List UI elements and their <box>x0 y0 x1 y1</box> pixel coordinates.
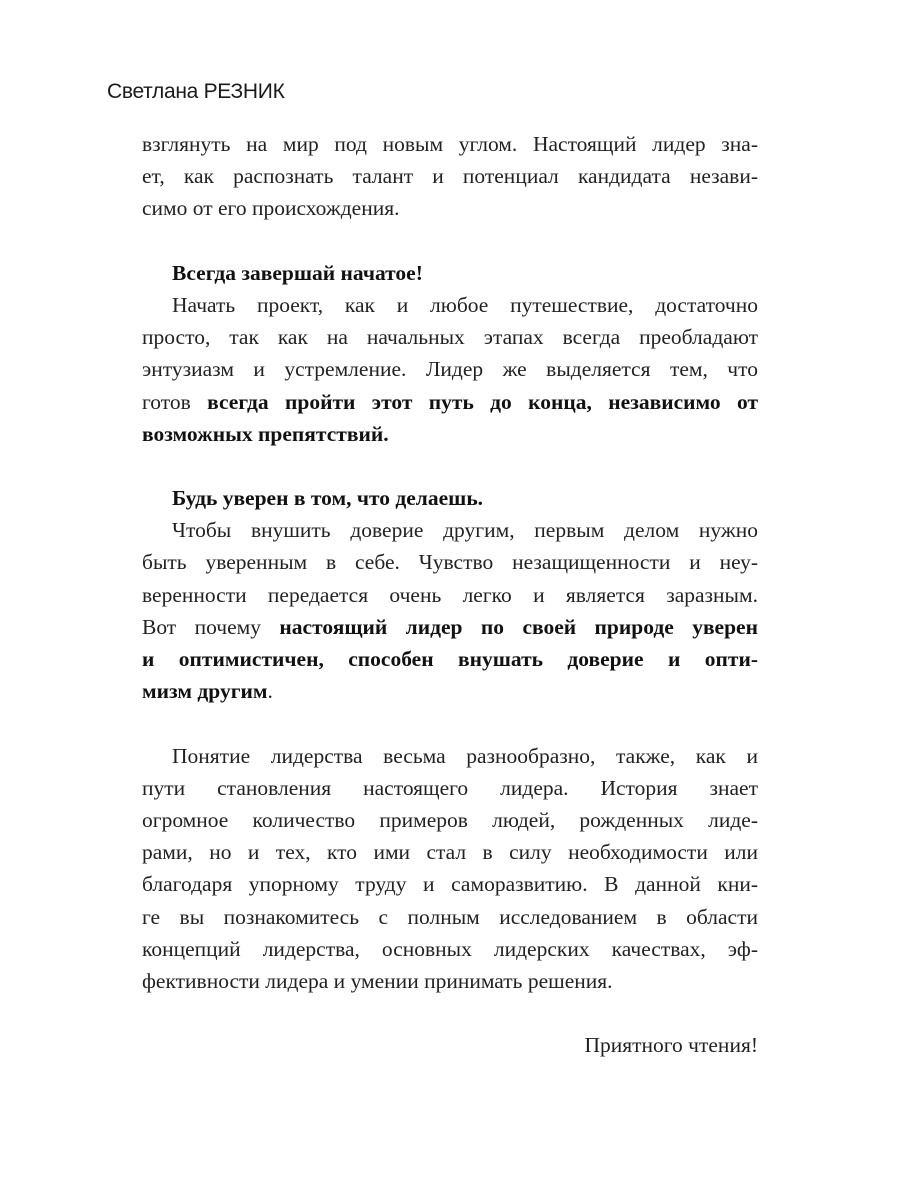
text-emphasis: возможных препятствий. <box>142 421 389 446</box>
section-heading <box>142 482 758 514</box>
text-line: ге вы познакомитесь с полным исследованием в области <box>142 904 758 929</box>
text-line: энтузиазм и устремление. Лидер же выделяется тем, что <box>142 357 758 382</box>
text-emphasis: всегда пройти этот путь до конца, независимо от <box>207 389 759 414</box>
text-line: Чтобы внушить доверие другим, первым делом нужно <box>172 518 758 543</box>
section-heading-text: Всегда завершай начатое! <box>172 260 423 285</box>
text-line: фективности лидера и умении принимать решения. <box>142 968 613 993</box>
text-line: огромное количество примеров людей, рожденных лиде- <box>142 807 758 832</box>
text-normal: . <box>267 679 273 704</box>
text-line: Начать проект, как и любое путешествие, достаточно <box>172 292 758 317</box>
text-line: симо от его происхождения. <box>142 196 400 221</box>
text-line <box>142 643 758 675</box>
text-emphasis: мизм другим <box>142 679 268 704</box>
text-line: пути становления настоящего лидера. История знает <box>142 775 758 800</box>
text-line: Понятие лидерства весьма разнообразно, также, как и <box>172 743 758 768</box>
section-heading <box>142 257 758 289</box>
closing-line: Приятного чтения! <box>584 1033 758 1058</box>
text-line: рами, но и тех, кто ими стал в силу необходимости или <box>142 840 758 865</box>
text-line: ет, как распознать талант и потенциал кандидата незави- <box>142 164 758 189</box>
text-line: быть уверенным в себе. Чувство незащищенности и неу- <box>142 550 758 575</box>
text-line: веренности передается очень легко и является заразным. <box>142 582 758 607</box>
text-emphasis: настоящий лидер по своей природе уверен <box>279 614 758 639</box>
page-body <box>142 128 758 1061</box>
text-line: благодаря упорному труду и саморазвитию. В данной кни- <box>142 872 758 897</box>
text-line <box>142 611 758 643</box>
text-normal: готов <box>142 389 208 414</box>
text-line: просто, так как на начальных этапах всегда преобладают <box>142 325 758 350</box>
text-line <box>142 386 758 418</box>
text-line: концепций лидерства, основных лидерских качествах, эф- <box>142 936 758 961</box>
running-head-author: Светлана РЕЗНИК <box>107 80 285 103</box>
text-normal: Вот почему <box>142 614 280 639</box>
section-heading-text: Будь уверен в том, что делаешь. <box>172 486 484 511</box>
text-line: взглянуть на мир под новым углом. Настоящий лидер зна- <box>142 132 758 156</box>
text-line <box>142 675 758 707</box>
text-line <box>142 418 758 450</box>
text-emphasis: и оптимистичен, способен внушать доверие и опти- <box>142 647 758 671</box>
